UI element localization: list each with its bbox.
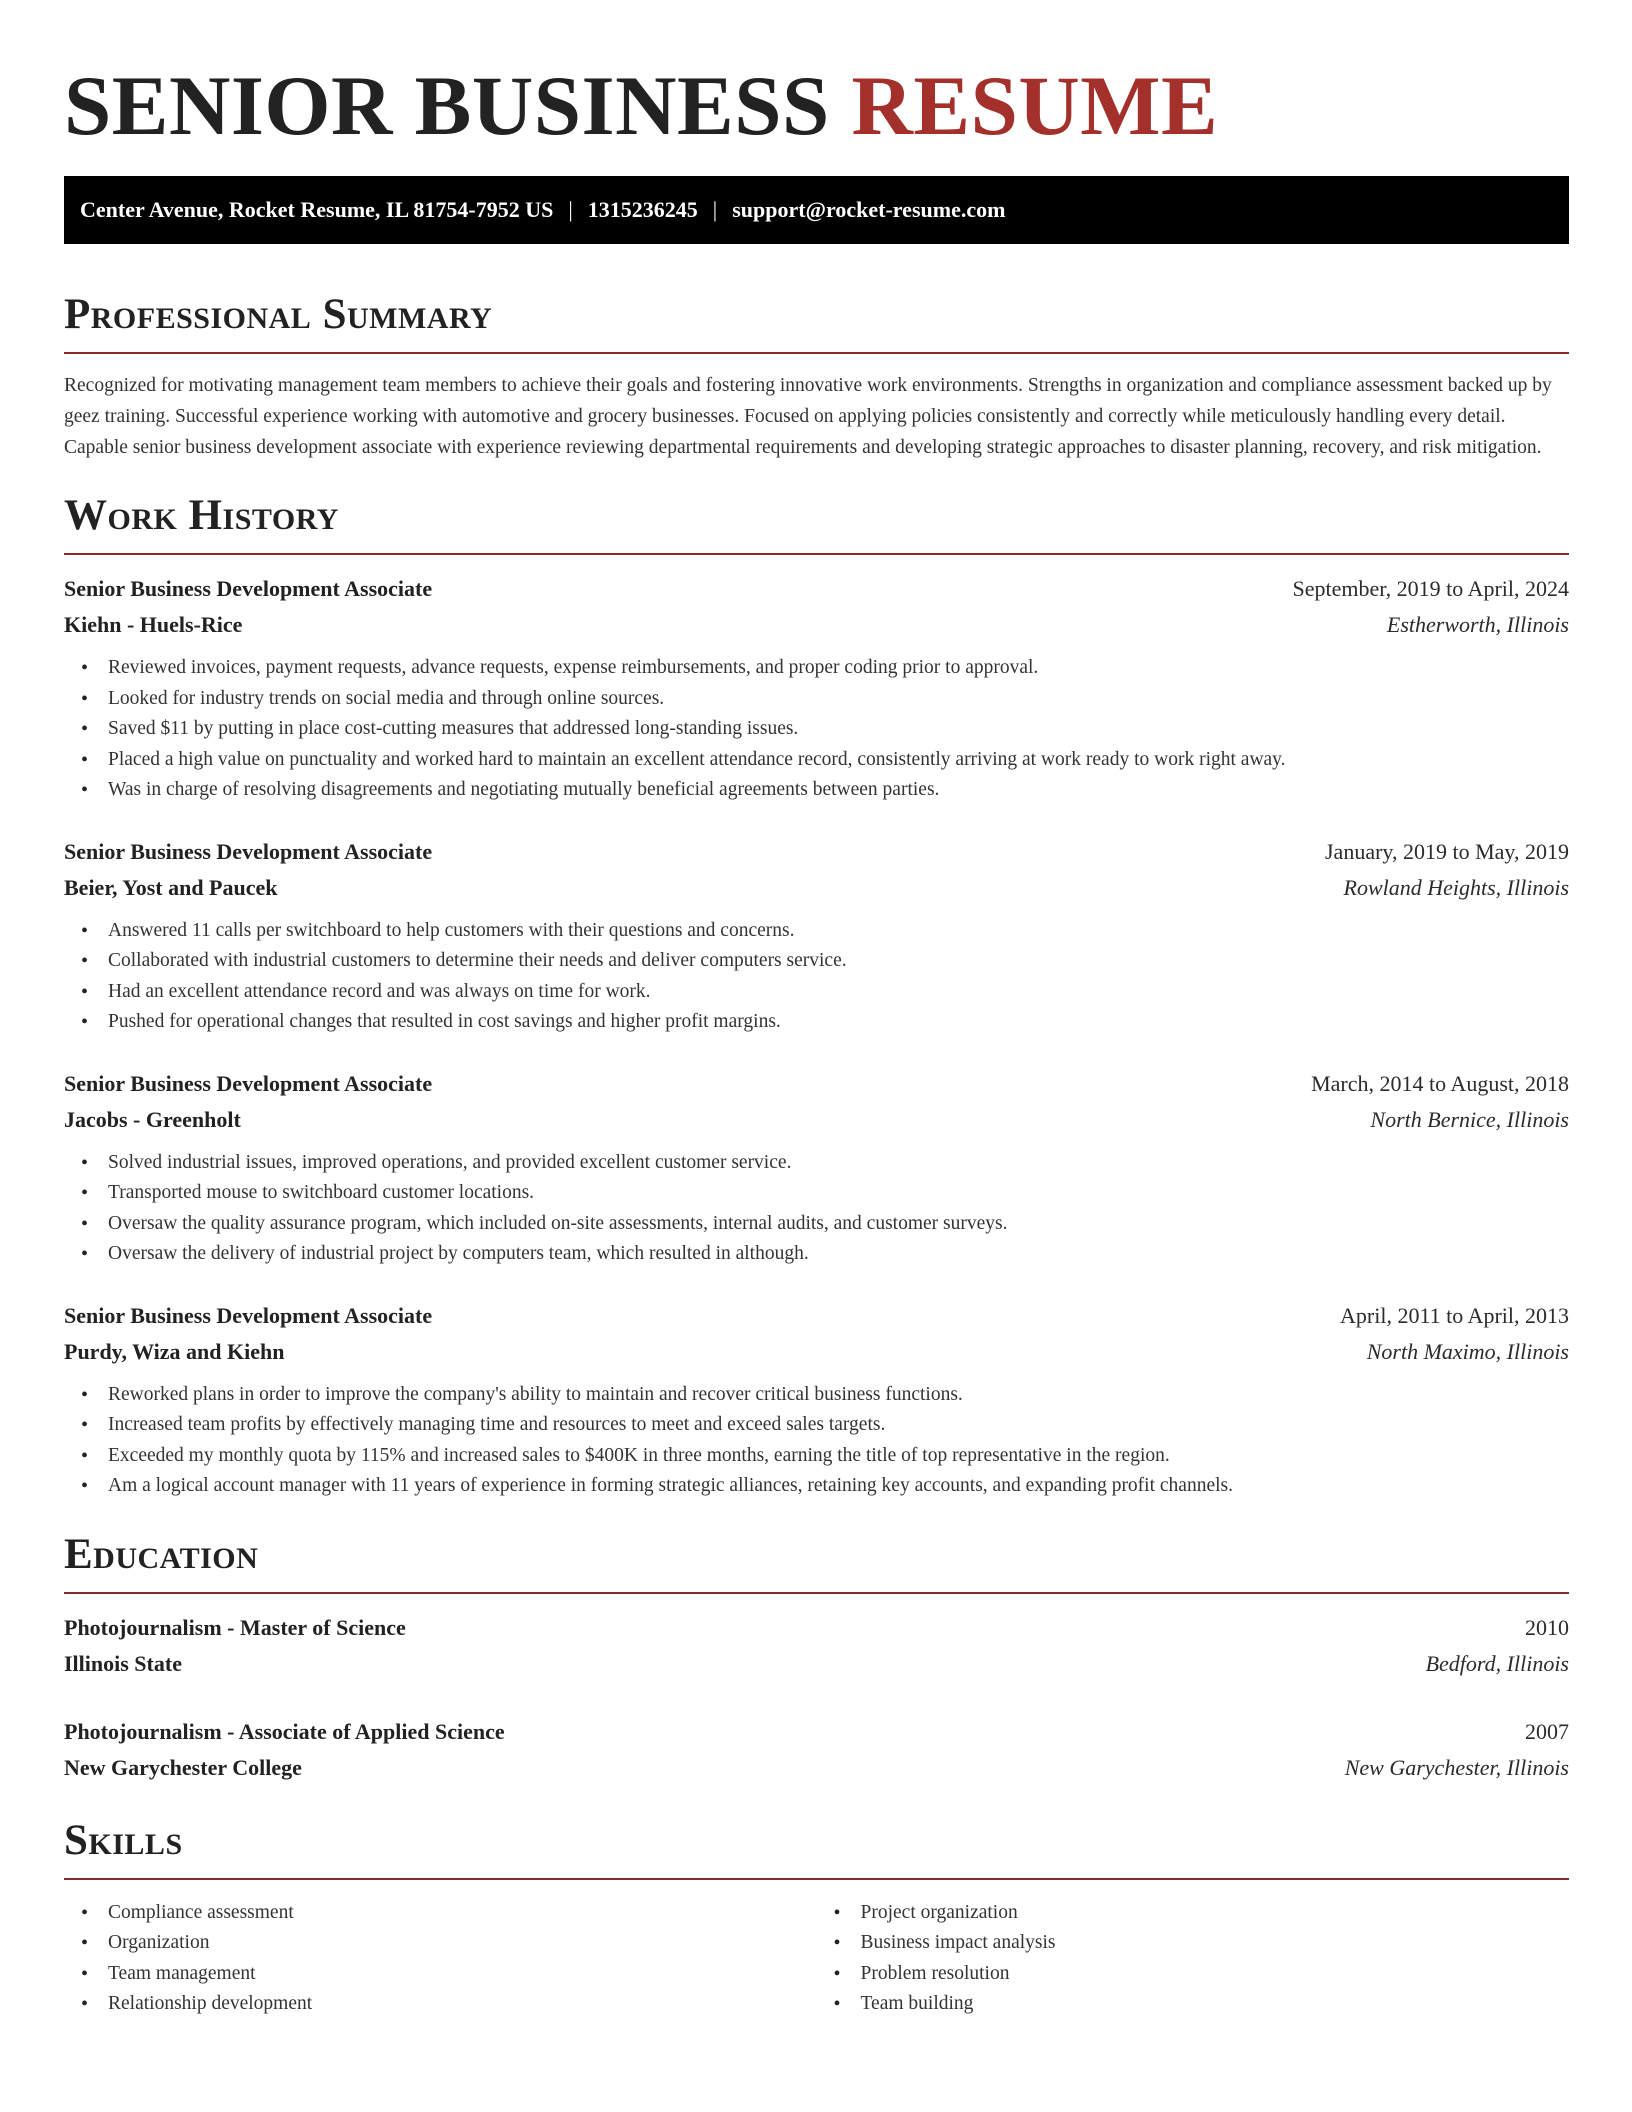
job-title: Senior Business Development Associate xyxy=(64,576,433,601)
job-title: Senior Business Development Associate xyxy=(64,1070,433,1096)
list-item: • Exceeded my monthly quota by 115% and increased sales to $400K in three months, earning the title of top representative in the region. xyxy=(108,1441,1569,1472)
list-item: • Oversaw the quality assurance program, which included on-site assessments, internal audits, and customer surveys. xyxy=(108,1209,1569,1240)
list-item: • Was in charge of resolving disagreements and negotiating mutually beneficial agreements between parties. xyxy=(108,775,1569,806)
education-location: New Garychester, Illinois xyxy=(1344,1754,1569,1780)
section-divider xyxy=(64,352,1569,354)
education-school-row xyxy=(64,1646,1569,1682)
skills-heading: Skills xyxy=(64,1816,183,1864)
job-company-row xyxy=(64,607,1569,643)
job-duties xyxy=(64,1380,1569,1502)
education-degree: Photojournalism - Master of Science xyxy=(64,1614,406,1640)
education-school: New Garychester College xyxy=(64,1754,302,1780)
contact-phone: 1315236245 xyxy=(587,197,698,222)
education-location: Bedford, Illinois xyxy=(1425,1650,1569,1676)
contact-email: support@rocket-resume.com xyxy=(732,197,1006,222)
contact-separator: | xyxy=(712,197,718,222)
job-entry xyxy=(64,1066,1569,1270)
list-item: • Compliance assessment xyxy=(108,1898,817,1929)
job-company-row xyxy=(64,870,1569,906)
job-entry xyxy=(64,834,1569,1038)
job-title: Senior Business Development Associate xyxy=(64,838,433,864)
job-dates: January, 2019 to May, 2019 xyxy=(1325,838,1569,864)
list-item: • Increased team profits by effectively managing time and resources to meet and exceed sales targets. xyxy=(108,1410,1569,1441)
list-item: • Transported mouse to switchboard customer locations. xyxy=(108,1178,1569,1209)
job-location: North Maximo, Illinois xyxy=(1366,1338,1569,1364)
list-item: • Placed a high value on punctuality and worked hard to maintain an excellent attendance record, consistently arriving at work ready to work right away. xyxy=(108,745,1569,776)
list-item: • Problem resolution xyxy=(861,1959,1570,1990)
job-dates: September, 2019 to April, 2024 xyxy=(1292,576,1569,601)
job-dates: March, 2014 to August, 2018 xyxy=(1311,1070,1569,1096)
list-item: • Business impact analysis xyxy=(861,1928,1570,1959)
job-entry xyxy=(64,571,1569,806)
contact-bar xyxy=(64,176,1569,244)
education-header-row xyxy=(64,1610,1569,1646)
list-item: • Team management xyxy=(108,1959,817,1990)
resume-content xyxy=(64,0,1569,2020)
education-entry xyxy=(64,1714,1569,1786)
job-company: Jacobs - Greenholt xyxy=(64,1106,241,1132)
job-company-row xyxy=(64,1102,1569,1138)
skills-grid xyxy=(64,1898,1569,2020)
list-item: • Reworked plans in order to improve the company's ability to maintain and recover critical business functions. xyxy=(108,1380,1569,1411)
education-school-row xyxy=(64,1750,1569,1786)
resume-title xyxy=(64,0,1569,156)
education-header-row xyxy=(64,1714,1569,1750)
skills-column-right xyxy=(817,1898,1570,2020)
list-item: • Team building xyxy=(861,1989,1570,2020)
work-history-heading: Work History xyxy=(64,492,339,539)
title-accent: RESUME xyxy=(851,59,1219,153)
job-location: Rowland Heights, Illinois xyxy=(1343,874,1569,900)
list-item: • Had an excellent attendance record and was always on time for work. xyxy=(108,977,1569,1008)
section-divider xyxy=(64,1592,1569,1594)
job-location: Estherworth, Illinois xyxy=(1386,612,1569,637)
list-item: • Collaborated with industrial customers to determine their needs and deliver computers service. xyxy=(108,946,1569,977)
contact-separator: | xyxy=(568,197,573,222)
title-main: SENIOR BUSINESS xyxy=(64,59,830,153)
job-header-row xyxy=(64,1298,1569,1334)
job-company: Beier, Yost and Paucek xyxy=(64,874,278,900)
job-company: Kiehn - Huels-Rice xyxy=(64,612,243,637)
section-divider xyxy=(64,553,1569,555)
education-year: 2010 xyxy=(1525,1614,1569,1640)
job-company: Purdy, Wiza and Kiehn xyxy=(64,1338,285,1364)
job-header-row xyxy=(64,1066,1569,1102)
education-year: 2007 xyxy=(1525,1718,1569,1744)
list-item: • Organization xyxy=(108,1928,817,1959)
list-item: • Pushed for operational changes that resulted in cost savings and higher profit margins. xyxy=(108,1007,1569,1038)
list-item: • Reviewed invoices, payment requests, advance requests, expense reimbursements, and proper coding prior to approval. xyxy=(108,653,1569,684)
list-item: • Looked for industry trends on social media and through online sources. xyxy=(108,684,1569,715)
section-divider xyxy=(64,1878,1569,1880)
job-header-row xyxy=(64,834,1569,870)
list-item: • Answered 11 calls per switchboard to help customers with their questions and concerns. xyxy=(108,916,1569,947)
job-company-row xyxy=(64,1334,1569,1370)
job-location: North Bernice, Illinois xyxy=(1370,1106,1569,1132)
education-degree: Photojournalism - Associate of Applied Science xyxy=(64,1718,505,1744)
job-duties xyxy=(64,916,1569,1038)
list-item: • Am a logical account manager with 11 years of experience in forming strategic alliances, retaining key accounts, and expanding profit channels. xyxy=(108,1471,1569,1502)
list-item: • Oversaw the delivery of industrial project by computers team, which resulted in although. xyxy=(108,1239,1569,1270)
list-item: • Saved $11 by putting in place cost-cutting measures that addressed long-standing issues. xyxy=(108,714,1569,745)
summary-heading: Professional Summary xyxy=(64,291,493,338)
list-item: • Relationship development xyxy=(108,1989,817,2020)
list-item: • Project organization xyxy=(861,1898,1570,1929)
job-duties xyxy=(64,653,1569,806)
education-heading: Education xyxy=(64,1530,259,1578)
job-title: Senior Business Development Associate xyxy=(64,1302,433,1328)
education-entry xyxy=(64,1610,1569,1682)
job-header-row xyxy=(64,571,1569,607)
summary-text: Recognized for motivating management team members to achieve their goals and fostering innovative work environments. Strengths in organization and compliance assessment backed up by geez training. Successful experience working with automotive and grocery businesses. Focused on applying policies consistently and correctly while meticulously handling every detail. Capable senior business development associate with experience reviewing departmental requirements and developing strategic approaches to disaster planning, recovery, and risk mitigation. xyxy=(64,375,1552,458)
job-duties xyxy=(64,1148,1569,1270)
contact-address: Center Avenue, Rocket Resume, IL 81754-7952 US xyxy=(80,197,554,222)
list-item: • Solved industrial issues, improved operations, and provided excellent customer service. xyxy=(108,1148,1569,1179)
skills-column-left xyxy=(64,1898,817,2020)
job-dates: April, 2011 to April, 2013 xyxy=(1340,1302,1569,1328)
job-entry xyxy=(64,1298,1569,1502)
education-school: Illinois State xyxy=(64,1650,182,1676)
